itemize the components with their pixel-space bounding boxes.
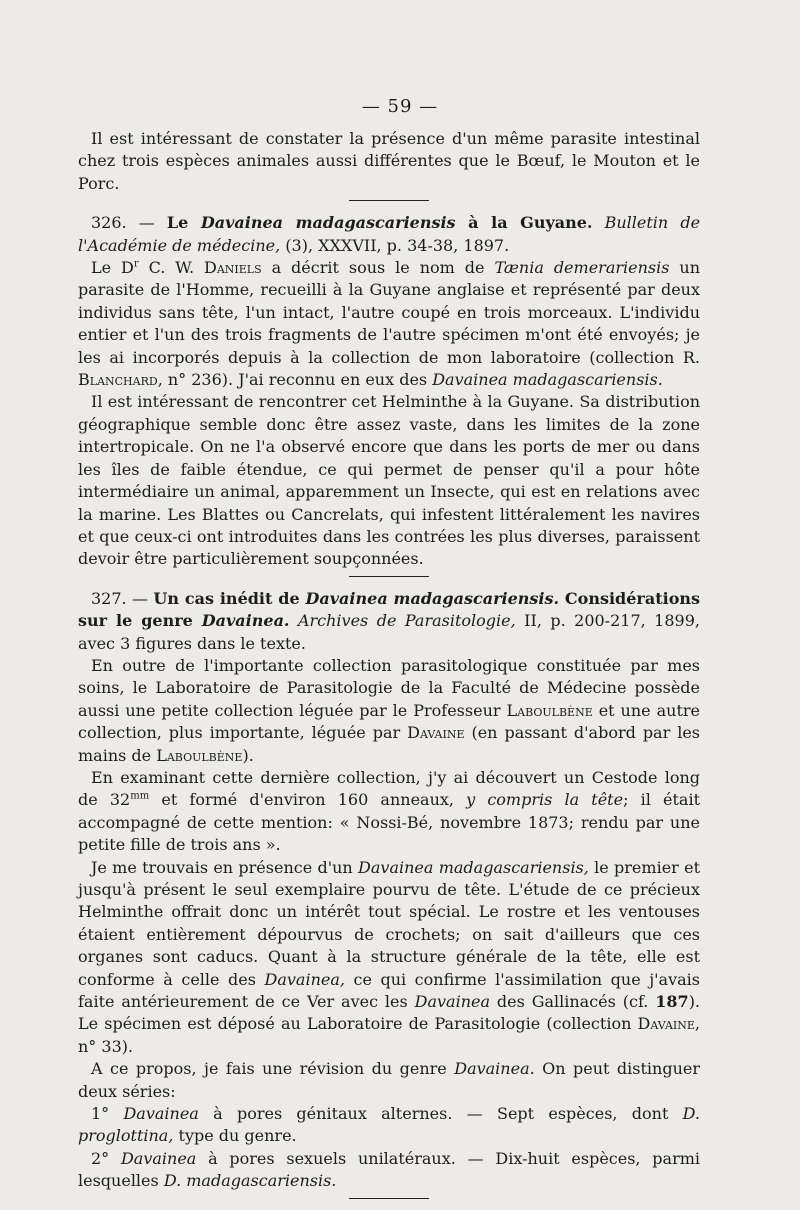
intro-paragraph: Il est intéressant de constater la présence d'un même parasite intestinal chez trois espèces animales aussi différentes que le Bœuf, le Mouton et le Porc.: [78, 129, 700, 193]
entry-reference: Bulletin de l'Académie de médecine,: [78, 213, 701, 255]
author-name: Blanchard: [78, 370, 158, 390]
text-run: , n° 236). J'ai reconnu en eux des: [157, 370, 433, 390]
genus-name: Davainea: [414, 992, 490, 1012]
entry-title-species: Davainea madagascariensis.: [305, 588, 560, 608]
series-item-2: [78, 1148, 700, 1193]
species-name: D. proglottina,: [78, 1104, 701, 1146]
text-run: ).: [242, 745, 254, 765]
text-run: et une autre collection, plus importante, léguée par: [78, 700, 700, 743]
list-marker: 1°: [91, 1104, 124, 1124]
page-body: [78, 128, 700, 1210]
separator-rule: [349, 1198, 429, 1199]
text-run: C. W.: [138, 258, 204, 278]
entry-reference-details: (3), XXXVII, p. 34-38, 1897.: [280, 235, 510, 255]
entry-327-paragraph: [78, 767, 700, 857]
emphasis: y compris la tête: [466, 790, 624, 810]
text-run: , n° 33).: [78, 1014, 700, 1056]
genus-name: Davainea: [123, 1104, 199, 1124]
page-number: — 59 —: [361, 96, 439, 117]
text-run: type du genre.: [173, 1126, 297, 1146]
entry-327-paragraph: [78, 1058, 700, 1103]
genus-name: Davainea,: [264, 969, 345, 989]
separator-rule: [349, 576, 429, 577]
text-run: a décrit sous le nom de: [261, 258, 495, 278]
text-run: ce qui confirme l'assimilation que j'avais faite antérieurement de ce Ver avec les: [78, 969, 700, 1012]
entry-title: Un cas inédit de: [153, 588, 306, 608]
text-run: et formé d'environ 160 anneaux,: [149, 790, 467, 810]
author-name: Laboulbène: [506, 700, 593, 720]
entry-327-paragraph: [78, 857, 700, 1059]
superscript: r: [133, 258, 139, 270]
entry-title: Le: [166, 213, 201, 233]
text-run: un parasite de l'Homme, recueilli à la Guyane anglaise et représenté par deux individus sans tête, l'un intact, l'autre coupé en trois morceaux. L'individu entier et l'un des trois fragments de l'autre spécimen m'ont été envoyés; je les ai incorporés depuis à la collection de mon laboratoire (collection R.: [78, 258, 700, 367]
text-run: En examinant cette dernière collection, j'y ai découvert un Cestode long de 32: [78, 767, 700, 810]
author-name: Daniels: [204, 258, 262, 278]
text-run: ). Le spécimen est déposé au Laboratoire de Parasitologie (collection: [78, 992, 701, 1034]
entry-326-paragraph: [78, 257, 700, 391]
text-run: Le D: [91, 258, 134, 278]
text-run: En outre de l'importante collection parasitologique constituée par mes soins, le Laboratoire de Parasitologie de la Faculté de Médecine possède aussi une petite collection léguée par le Professeur: [78, 655, 700, 720]
cross-reference: 187: [655, 992, 689, 1012]
text-run: des Gallinacés (cf.: [490, 992, 656, 1012]
text-run: à pores sexuels unilatéraux. — Dix-huit espèces, parmi lesquelles: [78, 1148, 701, 1191]
genus-name: Davainea.: [454, 1059, 535, 1079]
text-run: (en passant d'abord par les mains de: [78, 723, 701, 765]
entry-reference: Archives de Parasitologie,: [289, 611, 516, 631]
entry-title: Considérations sur le genre: [78, 588, 701, 631]
text-run: le premier et jusqu'à présent le seul exemplaire pourvu de tête. L'étude de ce précieux Helminthe offrait donc un intérêt tout spécial. Le rostre et les ventouses étaient entièrement dépourvus de crochets; on sait d'ailleurs que ces organes sont caducs. Quant à la structure générale de la tête, elle est conforme à celle des: [78, 857, 700, 989]
entry-title: à la Guyane.: [455, 213, 593, 233]
text-run: Je me trouvais en présence d'un: [91, 857, 359, 877]
species-name: Davainea madagascariensis,: [358, 857, 589, 877]
species-name: D. madagascariensis.: [163, 1171, 337, 1191]
author-name: Laboulbène: [156, 745, 243, 765]
text-run: A ce propos, je fais une révision du genre: [91, 1059, 455, 1079]
species-name: Tænia demerariensis: [494, 258, 670, 278]
species-name: Davainea madagascariensis.: [432, 370, 663, 390]
genus-name: Davainea: [120, 1148, 197, 1168]
author-name: Davaine: [637, 1014, 695, 1034]
series-item-1: [78, 1103, 700, 1148]
text-run: On peut distinguer deux séries:: [78, 1059, 701, 1101]
superscript: mm: [130, 791, 150, 803]
text-run: à pores génitaux alternes. — Sept espèces, dont: [198, 1104, 683, 1124]
entry-reference-details: II, p. 200-217, 1899, avec 3 figures dans le texte.: [78, 611, 700, 653]
entry-326-heading: [78, 212, 700, 257]
entry-title-species: Davainea madagascariensis: [200, 213, 456, 233]
entry-number: 327. —: [91, 588, 154, 608]
entry-326-paragraph: Il est intéressant de rencontrer cet Helminthe à la Guyane. Sa distribution géographique semble donc être assez vaste, dans les limites de la zone intertropicale. On ne l'a observé encore que dans les ports de mer ou dans les îles de faible étendue, ce qui permet de penser qu'il a pour hôte intermédiaire un animal, apparemment un Insecte, qui est en relations avec la marine. Les Blattes ou Cancrelats, qui infestent littéralement les navires et que ceux-ci ont introduites dans les contrées les plus diverses, paraissent devoir être particulièrement soupçonnées.: [78, 392, 700, 569]
entry-title-genus: Davainea.: [201, 611, 290, 631]
author-name: Davaine: [407, 723, 465, 743]
entry-327-heading: [78, 588, 700, 655]
separator-rule: [349, 200, 429, 201]
text-run: ; il était accompagné de cette mention: « Nossi-Bé, novembre 1873; rendu par une petite fille de trois ans ».: [78, 790, 701, 855]
entry-327-paragraph: [78, 655, 700, 767]
entry-number: 326. —: [91, 213, 167, 233]
list-marker: 2°: [91, 1148, 121, 1168]
